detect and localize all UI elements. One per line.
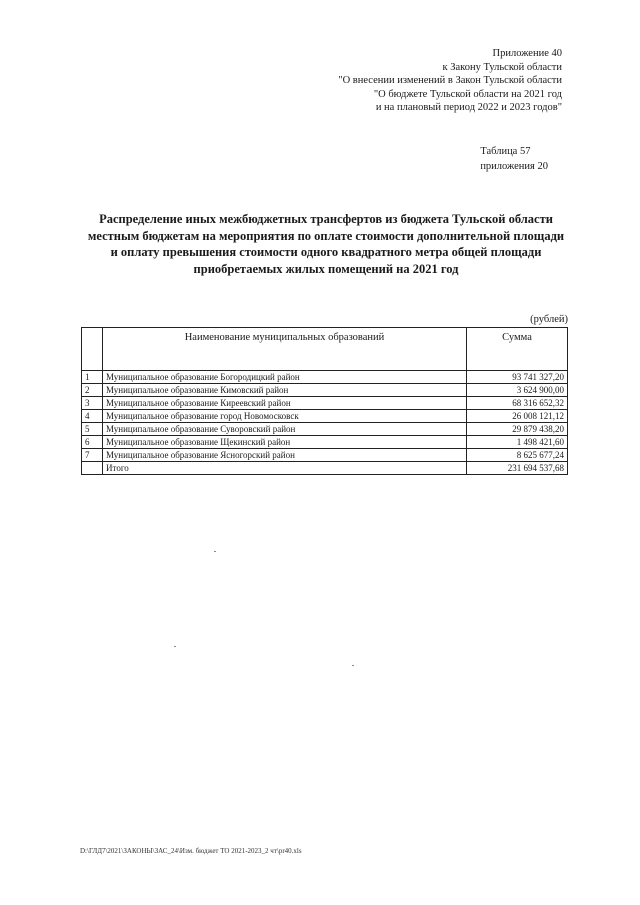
scan-speck <box>352 665 354 666</box>
row-sum: 8 625 677,24 <box>467 449 568 462</box>
transfers-table <box>81 327 568 475</box>
row-number: 6 <box>82 436 103 449</box>
table-row <box>82 436 568 449</box>
table-row <box>82 449 568 462</box>
header-name: Наименование муниципальных образований <box>103 328 467 371</box>
scan-speck <box>174 646 176 647</box>
row-number: 4 <box>82 410 103 423</box>
table-total-row <box>82 462 568 475</box>
total-number <box>82 462 103 475</box>
row-name: Муниципальное образование Ясногорский район <box>103 449 467 462</box>
appendix-header <box>322 47 562 115</box>
total-label: Итого <box>103 462 467 475</box>
row-number: 2 <box>82 384 103 397</box>
table-row <box>82 384 568 397</box>
row-name: Муниципальное образование Щекинский район <box>103 436 467 449</box>
row-name: Муниципальное образование Суворовский район <box>103 423 467 436</box>
table-header-row <box>82 328 568 371</box>
title-line: местным бюджетам на мероприятия по оплате стоимости дополнительной площади <box>87 228 565 243</box>
row-sum: 1 498 421,60 <box>467 436 568 449</box>
table-reference <box>480 144 548 174</box>
table-ref-line: приложения 20 <box>480 161 548 172</box>
row-number: 3 <box>82 397 103 410</box>
file-path-footer: D:\ГЛД7\2021\ЗАКОНЫ\ЗАС_24\Изм. бюджет ТО 2021-2023_2 чт\pr40.xls <box>80 847 302 855</box>
row-number: 1 <box>82 371 103 384</box>
title-line: и оплату превышения стоимости одного квадратного метра общей площади <box>110 245 542 259</box>
row-sum: 29 879 438,20 <box>467 423 568 436</box>
row-name: Муниципальное образование Киреевский район <box>103 397 467 410</box>
table-row <box>82 397 568 410</box>
row-sum: 93 741 327,20 <box>467 371 568 384</box>
row-sum: 68 316 652,32 <box>467 397 568 410</box>
row-sum: 3 624 900,00 <box>467 384 568 397</box>
appendix-line: "О бюджете Тульской области на 2021 год <box>373 88 562 100</box>
row-name: Муниципальное образование Богородицкий район <box>103 371 467 384</box>
row-name: Муниципальное образование город Новомосковск <box>103 410 467 423</box>
table-ref-line: Таблица 57 <box>480 146 531 157</box>
row-name: Муниципальное образование Кимовский район <box>103 384 467 397</box>
document-title <box>70 211 582 277</box>
appendix-line: и на плановый период 2022 и 2023 годов" <box>375 102 562 113</box>
appendix-line: Приложение 40 <box>492 48 562 59</box>
header-number <box>82 328 103 371</box>
table-row <box>82 410 568 423</box>
total-sum: 231 694 537,68 <box>467 462 568 475</box>
scan-speck <box>214 551 216 552</box>
unit-label: (рублей) <box>530 314 568 325</box>
title-line: Распределение иных межбюджетных трансфертов из бюджета Тульской области <box>99 212 553 226</box>
title-line: приобретаемых жилых помещений на 2021 год <box>193 261 459 276</box>
appendix-line: "О внесении изменений в Закон Тульской области <box>338 75 562 86</box>
header-sum: Сумма <box>467 328 568 371</box>
table-row <box>82 371 568 384</box>
row-number: 5 <box>82 423 103 436</box>
appendix-line: к Закону Тульской области <box>442 61 562 73</box>
row-sum: 26 008 121,12 <box>467 410 568 423</box>
table-row <box>82 423 568 436</box>
row-number: 7 <box>82 449 103 462</box>
